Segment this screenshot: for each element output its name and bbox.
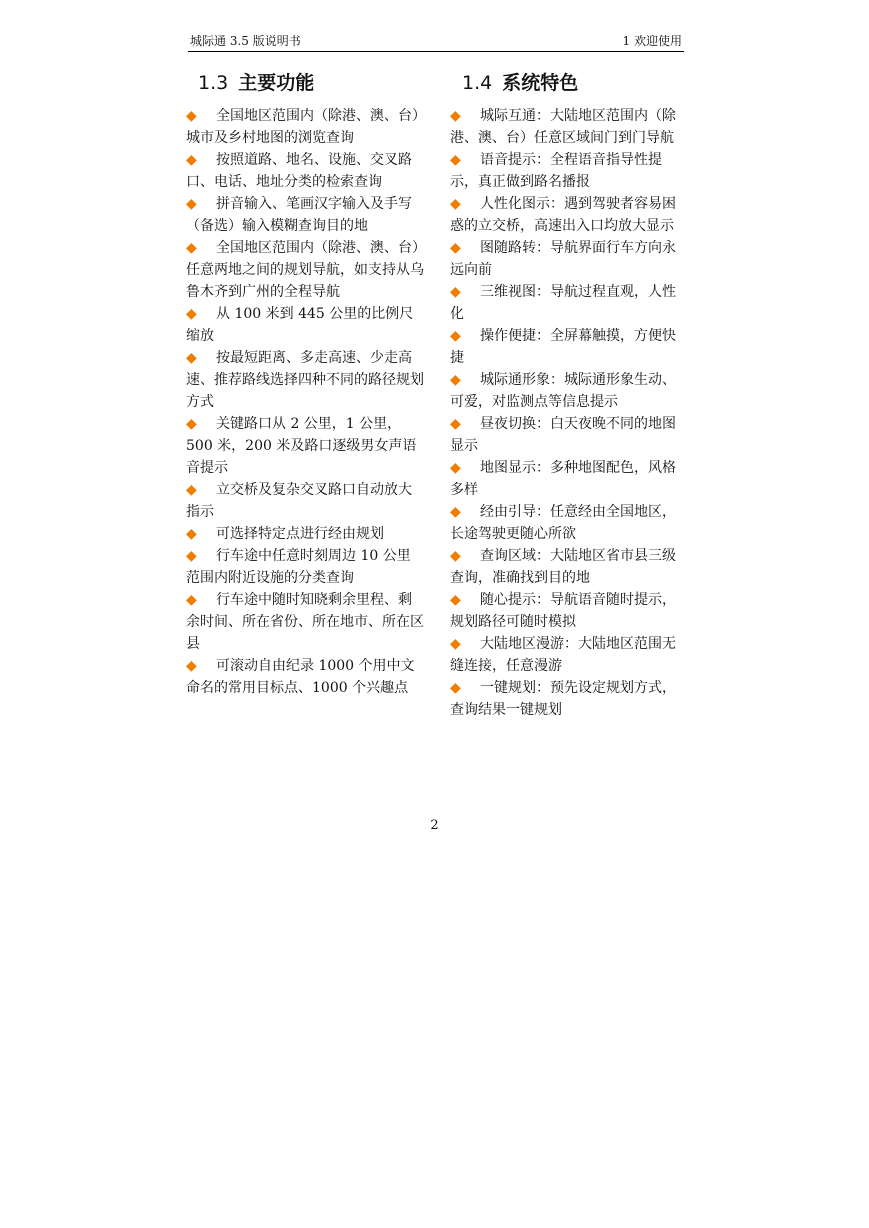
list-item-text: 地图显示：多种地图配色，风格多样 [450, 460, 676, 498]
diamond-bullet-icon: ◆ [450, 240, 461, 256]
list-item [450, 589, 688, 633]
list-item-text: 昼夜切换：白天夜晚不同的地图显示 [450, 416, 676, 454]
list-item [186, 655, 424, 699]
diamond-bullet-icon: ◆ [186, 240, 197, 256]
feature-list [450, 105, 688, 721]
list-item [186, 149, 424, 193]
diamond-bullet-icon: ◆ [450, 372, 461, 388]
list-item [186, 105, 424, 149]
feature-list [186, 105, 424, 699]
list-item-text: 全国地区范围内（除港、澳、台）任意两地之间的规划导航，如支持从乌鲁木齐到广州的全程导航 [186, 240, 424, 300]
page-header [188, 33, 684, 52]
diamond-bullet-icon: ◆ [186, 526, 197, 542]
diamond-bullet-icon: ◆ [450, 416, 461, 432]
list-item [450, 325, 688, 369]
list-item [186, 193, 424, 237]
section-number: 1.3 [198, 72, 229, 94]
list-item [186, 589, 424, 655]
list-item-text: 图随路转：导航界面行车方向永远向前 [450, 240, 676, 278]
diamond-bullet-icon: ◆ [186, 592, 197, 608]
list-item-text: 可滚动自由纪录 1000 个用中文命名的常用目标点、1000 个兴趣点 [186, 658, 415, 696]
diamond-bullet-icon: ◆ [186, 548, 197, 564]
list-item [450, 369, 688, 413]
list-item-text: 随心提示：导航语音随时提示，规划路径可随时模拟 [450, 592, 676, 630]
list-item [450, 237, 688, 281]
list-item-text: 按最短距离、多走高速、少走高速、推荐路线选择四种不同的路径规划方式 [186, 350, 424, 410]
list-item-text: 语音提示：全程语音指导性提示，真正做到路名播报 [450, 152, 662, 190]
diamond-bullet-icon: ◆ [450, 680, 461, 696]
list-item-text: 城际通形象：城际通形象生动、可爱，对监测点等信息提示 [450, 372, 676, 410]
list-item-text: 一键规划：预先设定规划方式，查询结果一键规划 [450, 680, 676, 718]
diamond-bullet-icon: ◆ [450, 328, 461, 344]
section-heading [462, 68, 688, 98]
diamond-bullet-icon: ◆ [450, 108, 461, 124]
list-item-text: 从 100 米到 445 公里的比例尺缩放 [186, 306, 414, 344]
section-number: 1.4 [462, 72, 493, 94]
list-item [450, 281, 688, 325]
diamond-bullet-icon: ◆ [450, 548, 461, 564]
diamond-bullet-icon: ◆ [186, 658, 197, 674]
list-item [450, 105, 688, 149]
list-item-text: 关键路口从 2 公里，1 公里，500 米，200 米及路口逐级男女声语音提示 [186, 416, 417, 476]
list-item [450, 413, 688, 457]
list-item [450, 193, 688, 237]
diamond-bullet-icon: ◆ [186, 482, 197, 498]
diamond-bullet-icon: ◆ [186, 350, 197, 366]
section-main-functions [186, 68, 424, 699]
section-title: 主要功能 [238, 72, 315, 94]
diamond-bullet-icon: ◆ [186, 306, 197, 322]
list-item-text: 拼音输入、笔画汉字输入及手写（备选）输入模糊查询目的地 [186, 196, 412, 234]
diamond-bullet-icon: ◆ [450, 592, 461, 608]
diamond-bullet-icon: ◆ [186, 152, 197, 168]
diamond-bullet-icon: ◆ [186, 196, 197, 212]
section-system-features [450, 68, 688, 721]
header-doc-title: 城际通 3.5 版说明书 [190, 34, 301, 48]
list-item-text: 按照道路、地名、设施、交叉路口、电话、地址分类的检索查询 [186, 152, 412, 190]
list-item-text: 行车途中随时知晓剩余里程、剩余时间、所在省份、所在地市、所在区县 [186, 592, 424, 652]
section-heading [198, 68, 424, 98]
list-item [450, 677, 688, 721]
list-item [186, 545, 424, 589]
diamond-bullet-icon: ◆ [450, 504, 461, 520]
list-item-text: 经由引导：任意经由全国地区，长途驾驶更随心所欲 [450, 504, 676, 542]
list-item-text: 可选择特定点进行经由规划 [216, 526, 384, 542]
list-item [450, 149, 688, 193]
list-item [450, 545, 688, 589]
list-item [186, 303, 424, 347]
list-item [450, 633, 688, 677]
list-item [186, 413, 424, 479]
list-item-text: 人性化图示：遇到驾驶者容易困惑的立交桥，高速出入口均放大显示 [450, 196, 676, 234]
diamond-bullet-icon: ◆ [186, 108, 197, 124]
section-title: 系统特色 [502, 72, 579, 94]
list-item [450, 457, 688, 501]
list-item-text: 大陆地区漫游：大陆地区范围无缝连接，任意漫游 [450, 636, 676, 674]
header-chapter: 1 欢迎使用 [622, 34, 682, 48]
list-item-text: 三维视图：导航过程直观，人性化 [450, 284, 676, 322]
list-item-text: 立交桥及复杂交叉路口自动放大指示 [186, 482, 412, 520]
diamond-bullet-icon: ◆ [450, 460, 461, 476]
diamond-bullet-icon: ◆ [186, 416, 197, 432]
page-number: 2 [430, 818, 439, 833]
list-item [186, 347, 424, 413]
list-item-text: 操作便捷：全屏幕触摸，方便快捷 [450, 328, 676, 366]
list-item [186, 237, 424, 303]
list-item [450, 501, 688, 545]
list-item-text: 全国地区范围内（除港、澳、台）城市及乡村地图的浏览查询 [186, 108, 419, 146]
list-item [186, 479, 424, 523]
diamond-bullet-icon: ◆ [450, 636, 461, 652]
list-item-text: 查询区域：大陆地区省市县三级查询，准确找到目的地 [450, 548, 676, 586]
list-item-text: 行车途中任意时刻周边 10 公里范围内附近设施的分类查询 [186, 548, 411, 586]
diamond-bullet-icon: ◆ [450, 284, 461, 300]
diamond-bullet-icon: ◆ [450, 152, 461, 168]
list-item-text: 城际互通：大陆地区范围内（除港、澳、台）任意区域间门到门导航 [450, 108, 676, 146]
list-item [186, 523, 424, 545]
diamond-bullet-icon: ◆ [450, 196, 461, 212]
